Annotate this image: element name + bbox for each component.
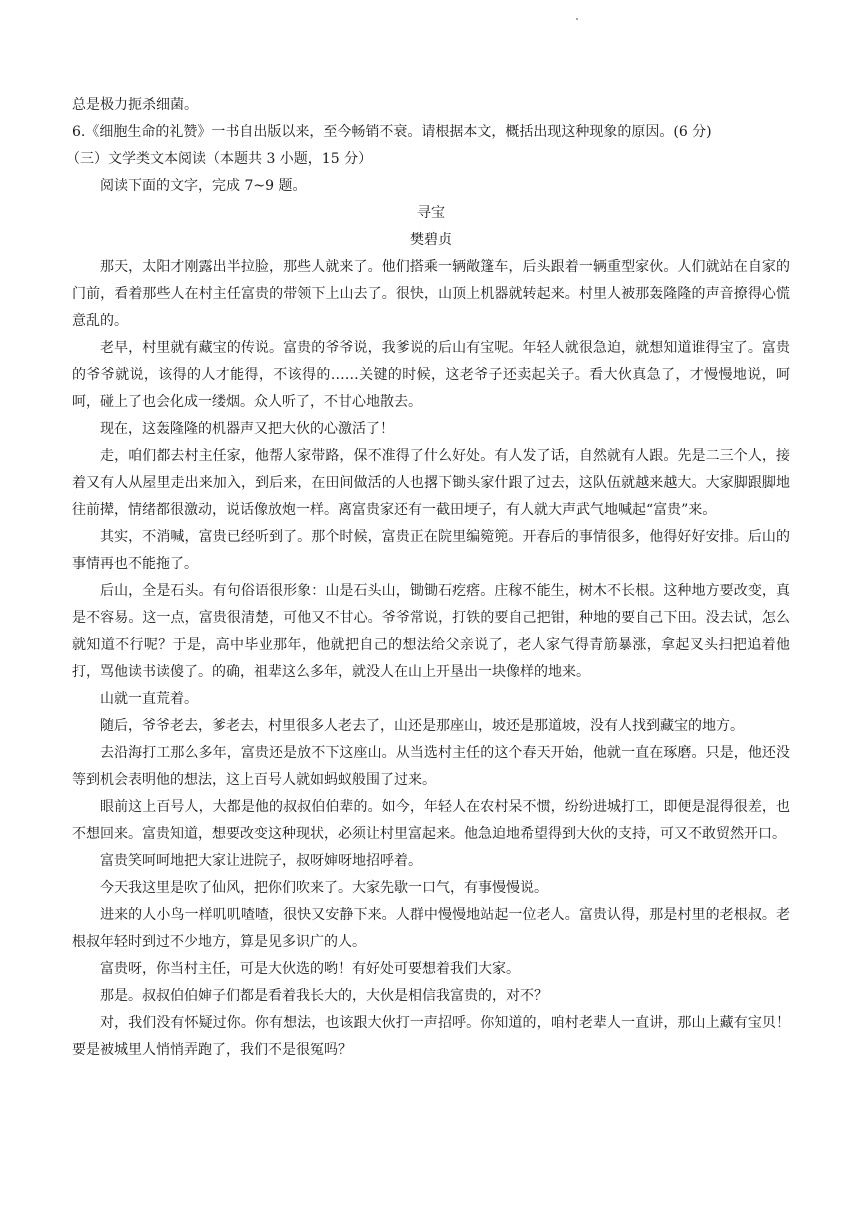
story-paragraph: 现在，这轰隆隆的机器声又把大伙的心激活了！ <box>100 421 394 437</box>
section-heading: （三）文学类文本阅读（本题共 3 小题，15 分） <box>66 151 373 167</box>
document-page <box>66 92 790 1064</box>
story-paragraph: 老早，村里就有藏宝的传说。富贵的爷爷说，我爹说的后山有宝呢。年轻人就很急迫，就想知道谁得宝了。富贵的爷爷就说，该得的人才能得，不该得的……关键的时候，这老爷子还卖起关子。看大伙真急了，才慢慢地说，呵呵，碰上了也会化成一缕烟。众人听了，不甘心地散去。 <box>72 340 790 410</box>
story-paragraph: 山就一直荒着。 <box>100 691 198 707</box>
reading-instruction: 阅读下面的文字，完成 7~9 题。 <box>100 178 307 194</box>
page-dot-mark <box>576 18 578 20</box>
story-paragraph: 富贵呀，你当村主任，可是大伙选的哟！有好处可要想着我们大家。 <box>100 961 520 977</box>
story-paragraph: 今天我这里是吹了仙风，把你们吹来了。大家先歇一口气，有事慢慢说。 <box>100 880 548 896</box>
question-6: 6.《细胞生命的礼赞》一书自出版以来，至今畅销不衰。请根据本文，概括出现这种现象的原因。(6 分) <box>72 124 712 140</box>
story-paragraph: 后山，全是石头。有句俗语很形象：山是石头山，锄锄石疙瘩。庄稼不能生，树木不长根。这种地方要改变，真是不容易。这一点，富贵很清楚，可他又不甘心。爷爷常说，打铁的要自己把钳，种地的要自己下田。没去试，怎么就知道不行呢？于是，高中毕业那年，他就把自己的想法给父亲说了，老人家气得青筋暴涨，拿起叉头扫把追着他打，骂他读书读傻了。的确，祖辈这么多年，就没人在山上开垦出一块像样的地来。 <box>72 583 790 680</box>
story-paragraph: 去沿海打工那么多年，富贵还是放不下这座山。从当选村主任的这个春天开始，他就一直在琢磨。只是，他还没等到机会表明他的想法，这上百号人就如蚂蚁般围了过来。 <box>72 745 790 788</box>
story-title: 寻宝 <box>417 205 445 221</box>
story-paragraph: 眼前这上百号人，大都是他的叔叔伯伯辈的。如今，年轻人在农村呆不惯，纷纷进城打工，即便是混得很差，也不想回来。富贵知道，想要改变这种现状，必须让村里富起来。他急迫地希望得到大伙的支持，可又不敢贸然开口。 <box>72 799 790 842</box>
story-paragraph: 随后，爷爷老去，爹老去，村里很多人老去了，山还是那座山，坡还是那道坡，没有人找到藏宝的地方。 <box>100 718 744 734</box>
story-paragraph: 走，咱们都去村主任家，他帮人家带路，保不准得了什么好处。有人发了话，自然就有人跟。先是二三个人，接着又有人从屋里走出来加入，到后来，在田间做活的人也撂下锄头家什跟了过去，这队伍就越来越大。大家脚跟脚地往前撵，情绪都很激动，说话像放炮一样。离富贵家还有一截田埂子，有人就大声武气地喊起“富贵”来。 <box>72 448 790 518</box>
story-paragraph: 富贵笑呵呵地把大家让进院子，叔呀婶呀地招呼着。 <box>100 853 422 869</box>
story-author: 樊碧贞 <box>410 232 452 248</box>
intro-line-1: 总是极力扼杀细菌。 <box>72 97 198 113</box>
story-paragraph: 进来的人小鸟一样叽叽喳喳，很快又安静下来。人群中慢慢地站起一位老人。富贵认得，那是村里的老根叔。老根叔年轻时到过不少地方，算是见多识广的人。 <box>72 907 790 950</box>
story-paragraph: 那天，太阳才刚露出半拉脸，那些人就来了。他们搭乘一辆敞篷车，后头跟着一辆重型家伙。人们就站在自家的门前，看着那些人在村主任富贵的带领下上山去了。很快，山顶上机器就转起来。村里人被那轰隆隆的声音撩得心慌意乱的。 <box>72 259 790 329</box>
story-paragraph: 那是。叔叔伯伯婶子们都是看着我长大的，大伙是相信我富贵的，对不？ <box>100 988 548 1004</box>
story-body <box>72 254 790 1064</box>
story-paragraph: 其实，不消喊，富贵已经听到了。那个时候，富贵正在院里编箢篼。开春后的事情很多，他得好好安排。后山的事情再也不能拖了。 <box>72 529 790 572</box>
story-paragraph: 对，我们没有怀疑过你。你有想法，也该跟大伙打一声招呼。你知道的，咱村老辈人一直讲，那山上藏有宝贝！要是被城里人悄悄弄跑了，我们不是很冤吗？ <box>72 1015 790 1058</box>
